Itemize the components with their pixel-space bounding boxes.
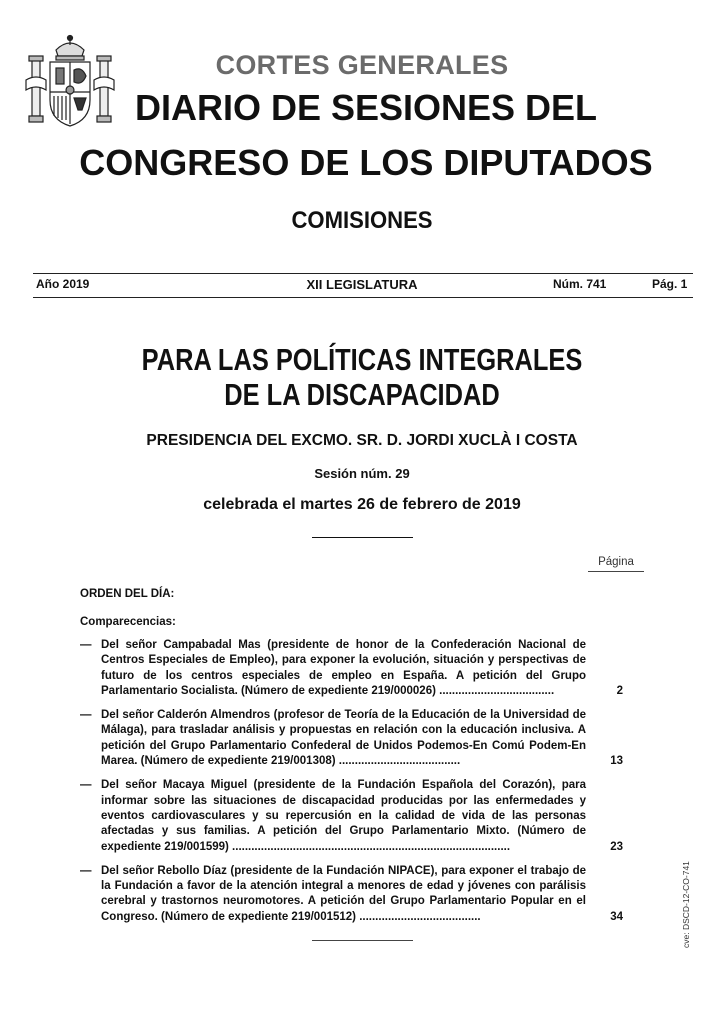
agenda-item-text: Del señor Macaya Miguel (presidente de la Fundación Española del Corazón), para informar sobre las situaciones de discapacidad producidas por las enfermedades y eventos cardiovasculares y su repercusión en la calidad de vida de las personas afectadas y sus familias. A petición del Grupo Parlamentario Mixto. (Número de expediente 219/001599) ....................................................................................... [101,779,586,853]
commission-title-line2: DE LA DISCAPACIDAD [224,377,500,413]
header-rule-bottom [33,297,693,298]
agenda-item-dash: — [80,639,92,651]
agenda-item-page: 23 [610,840,623,853]
legislature-label: XII LEGISLATURA [306,277,418,292]
agenda-item-page: 13 [610,755,623,768]
session-number: Sesión núm. 29 [314,466,410,481]
journal-title-line1: DIARIO DE SESIONES DEL [134,87,598,128]
year-label: Año 2019 [36,277,90,291]
divider-rule [312,537,413,538]
issue-number: Núm. 741 [553,277,607,291]
agenda-item [80,638,636,699]
agenda-item [80,708,636,769]
page-number: Pág. 1 [652,277,688,291]
agenda-item-dash: — [80,779,92,792]
agenda-item-page: 2 [616,684,623,697]
journal-title-line2: CONGRESO DE LOS DIPUTADOS [79,142,653,184]
page-column-header: Página [588,556,644,572]
end-rule [312,940,413,941]
agenda-item-dash: — [80,864,92,877]
agenda-subtitle: Comparecencias: [80,616,176,628]
agenda-item-dash: — [80,709,92,722]
agenda-title: ORDEN DEL DÍA: [80,588,175,600]
agenda-list [80,638,636,934]
presidency-line: PRESIDENCIA DEL EXCMO. SR. D. JORDI XUCLÀ I COSTA [146,432,578,449]
institution-title: CORTES GENERALES [215,50,509,80]
agenda-item-text: Del señor Campabadal Mas (presidente de honor de la Confederación Nacional de Centros Especiales de Empleo), para exponer la evolución, situación y perspectivas de futuro de los centros especiales de empleo en España. A petición del Grupo Parlamentario Socialista. (Número de expediente 219/000026) .................................... [101,639,586,697]
section-title: COMISIONES [291,207,433,234]
agenda-item [80,778,636,854]
agenda-item-page: 34 [610,910,623,923]
header-rule-top [33,273,693,274]
commission-title [65,342,659,412]
journal-title [0,86,724,184]
agenda-item-text: Del señor Calderón Almendros (profesor de Teoría de la Educación de la Universidad de Málaga), para trasladar análisis y propuestas en relación con la educación inclusiva. A petición del Grupo Parlamentario Confederal de Unidos Podemos-En Comú Podem-En Marea. (Número de expediente 219/001308) ...................................... [101,709,586,768]
cve-code: cve: DSCD-12-CO-741 [681,861,691,948]
commission-title-line1: PARA LAS POLÍTICAS INTEGRALES [141,342,583,377]
agenda-item [80,864,636,925]
session-date: celebrada el martes 26 de febrero de 2019 [203,496,521,513]
agenda-item-text: Del señor Rebollo Díaz (presidente de la Fundación NIPACE), para exponer el trabajo de la Fundación a favor de la atención integral a menores de edad y jóvenes con parálisis cerebral y trastornos neuromotores. A petición del Grupo Parlamentario Popular en el Congreso. (Número de expediente 219/001512) ...................................... [101,864,586,923]
